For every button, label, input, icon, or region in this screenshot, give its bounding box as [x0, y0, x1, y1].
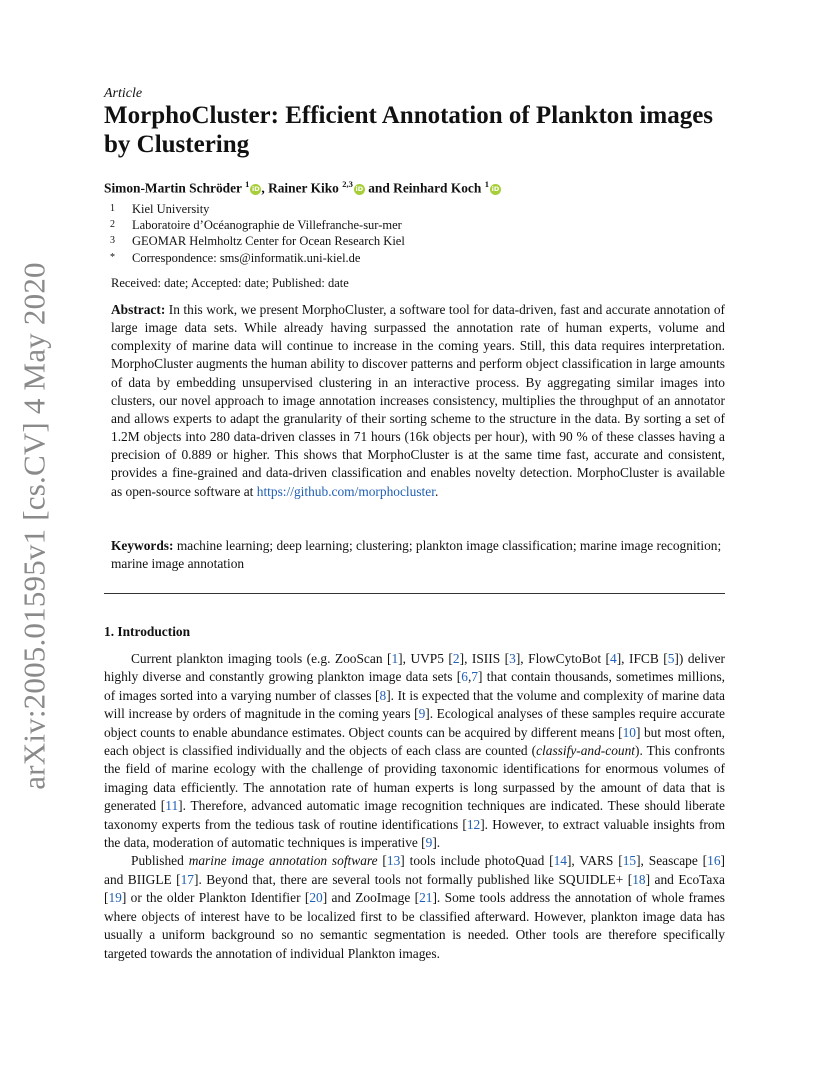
body-paragraph — [104, 852, 725, 962]
keywords-label: Keywords: — [111, 538, 174, 553]
citation-link[interactable]: 16 — [707, 853, 721, 869]
citation-link[interactable]: 15 — [622, 853, 637, 869]
body-text: ]. Some tools address the annotation of whole frames where objects of interest have to be localized first to be classified afterward. However, plankton image data has usually a uniform background so no semantic segmentation is needed. Other tools are therefore specifically targeted towards the annotation of individual Plankton images. — [104, 890, 725, 961]
body-text: ]. Ecological analyses of these samples require accurate object counts to enable abundance estimates. Object counts can be acquired by different means [ — [104, 706, 725, 740]
author-separator: and — [364, 180, 394, 196]
keywords-text: machine learning; deep learning; clustering; plankton image classification; marine image recognition; marine image annotation — [111, 538, 722, 572]
body-text: ] tools include photoQuad [ — [400, 853, 554, 869]
emphasized-term: classify-and-count — [536, 743, 636, 759]
affiliation-item — [110, 217, 405, 233]
body-text: Published — [131, 853, 189, 869]
affiliation-text: Kiel University — [132, 202, 210, 216]
author-affiliation-marker: 2,3 — [342, 179, 353, 189]
affiliation-text: Laboratoire d’Océanographie de Villefranche-sur-mer — [132, 218, 402, 233]
citation-link[interactable]: 9 — [425, 835, 433, 851]
citation-link[interactable]: 10 — [622, 724, 636, 740]
body-text: ] or the older Plankton Identifier [ — [121, 890, 310, 906]
orcid-icon[interactable]: iD — [491, 185, 500, 194]
citation-link[interactable]: 14 — [553, 853, 567, 869]
body-text: Current plankton imaging tools (e.g. ZooScan [ — [131, 651, 392, 666]
affiliation-item — [110, 233, 405, 249]
affiliation-text: GEOMAR Helmholtz Center for Ocean Research Kiel — [132, 234, 405, 249]
body-paragraph — [104, 650, 725, 852]
abstract-text: In this work, we present MorphoCluster, a software tool for data-driven, fast and accurate annotation of large image data sets. While already having surpassed the annotation rate of human experts, volume and complexity of marine data will continue to increase in the coming years. Still, this data requires interpretation. MorphoCluster augments the human ability to discover patterns and perform object classification in large amounts of data by embedding unsupervised clustering in an interactive process. By aggregating similar images into clusters, our novel approach to image annotation increases consistency, multiplies the throughput of an annotator and allows experts to adapt the granularity of their sorting scheme to the structure in the data. By sorting a set of 1.2M objects into 280 data-driven classes in 71 hours (16k objects per hour), with 90 % of these classes having a precision of 0.889 or higher. This shows that MorphoCluster is at the same time fast, accurate and consistent, provides a fine-grained and data-driven classification and enables novelty detection. MorphoCluster is available as open-source software at — [111, 302, 725, 499]
body-text: ], VARS [ — [566, 853, 623, 869]
affiliation-list — [110, 201, 405, 266]
arxiv-identifier-stamp — [8, 262, 62, 790]
affiliation-marker: 3 — [110, 235, 115, 247]
correspondence-item — [110, 250, 405, 266]
citation-link[interactable]: 1 — [391, 651, 399, 666]
body-text: ], Seascape [ — [636, 853, 708, 869]
body-text: ] that contain thousands, sometimes millions, of images sorted into a varying number of classes [ — [104, 669, 726, 703]
author-list — [104, 179, 501, 196]
author-affiliation-marker: 1 — [484, 179, 489, 189]
body-text: ]. However, to extract valuable insights from the data, moderation of automatic techniques is imperative [ — [104, 816, 725, 851]
body-text: [ — [377, 853, 387, 869]
citation-link[interactable]: 4 — [610, 651, 617, 666]
author-name: Reinhard Koch — [393, 180, 482, 196]
body-text: ] and BIIGLE [ — [104, 853, 725, 887]
author-separator: , — [261, 180, 269, 196]
orcid-icon[interactable]: iD — [355, 185, 364, 194]
citation-link[interactable]: 13 — [386, 853, 401, 869]
citation-link[interactable]: 5 — [667, 651, 675, 666]
body-text: ] and EcoTaxa [ — [104, 871, 725, 906]
body-text: , — [467, 669, 472, 685]
body-text: ]. Beyond that, there are several tools not formally published like SQUIDLE+ [ — [194, 871, 633, 887]
paper-title: MorphoCluster: Efficient Annotation of Plankton images by Clustering — [104, 102, 714, 158]
publication-dates: Received: date; Accepted: date; Published: date — [111, 276, 349, 290]
body-text: ] but most often, each object is classified individually and the objects of each class are counted ( — [104, 724, 725, 759]
citation-link[interactable]: 19 — [108, 890, 122, 906]
section-body — [104, 650, 725, 963]
body-text: ], FlowCytoBot [ — [515, 651, 610, 666]
citation-link[interactable]: 17 — [180, 871, 194, 887]
abstract-end: . — [434, 483, 439, 499]
affiliation-item — [110, 201, 405, 217]
affiliation-marker: 1 — [110, 203, 115, 214]
correspondence-text: Correspondence: sms@informatik.uni-kiel.de — [132, 250, 361, 265]
orcid-icon[interactable]: iD — [252, 185, 260, 194]
citation-link[interactable]: 8 — [379, 687, 387, 703]
section-heading: 1. Introduction — [104, 624, 191, 639]
emphasized-term: marine image annotation software — [188, 853, 378, 869]
citation-link[interactable]: 20 — [309, 890, 323, 906]
body-text: ). This confronts the field of marine ecology with the challenge of providing taxonomic identifications for enormous volumes of imaging data efficiently. The annotation rate of human experts is long surpassed by the amount of data that is generated [ — [104, 743, 725, 814]
correspondence-marker: * — [110, 251, 115, 263]
citation-link[interactable]: 7 — [471, 669, 478, 685]
citation-link[interactable]: 12 — [466, 816, 481, 832]
body-text: ]) deliver highly diverse and constantly growing plankton image data sets [ — [104, 651, 726, 685]
body-text: ] and ZooImage [ — [322, 890, 420, 906]
citation-link[interactable]: 3 — [509, 651, 516, 666]
citation-link[interactable]: 21 — [419, 890, 433, 906]
github-link[interactable]: https://github.com/morphocluster — [256, 483, 435, 499]
article-type-label: Article — [104, 86, 143, 101]
affiliation-marker: 2 — [110, 219, 115, 231]
body-text: ]. — [432, 835, 441, 851]
body-text: ], ISIIS [ — [459, 651, 510, 666]
citation-link[interactable]: 18 — [632, 871, 646, 887]
author-name: Rainer Kiko — [268, 180, 339, 196]
abstract — [111, 301, 725, 501]
body-text: ]. Therefore, advanced automatic image recognition techniques are indicated. These should liberate taxonomy experts from the tedious task of routine identifications [ — [104, 798, 725, 832]
body-text: ], UVP5 [ — [398, 651, 453, 666]
citation-link[interactable]: 2 — [452, 651, 460, 666]
keywords — [111, 537, 725, 573]
citation-link[interactable]: 9 — [418, 706, 426, 722]
citation-link[interactable]: 11 — [165, 798, 179, 814]
author-affiliation-marker: 1 — [245, 179, 250, 189]
author-name: Simon-Martin Schröder — [104, 180, 242, 196]
citation-link[interactable]: 6 — [461, 669, 468, 685]
arxiv-identifier-text: arXiv:2005.01595v1 [cs.CV] 4 May 2020 — [17, 262, 53, 790]
body-text: ]. It is expected that the volume and complexity of marine data will increase by orders of magnitude in the coming years [ — [104, 687, 725, 722]
body-text: ], IFCB [ — [616, 651, 668, 666]
abstract-label: Abstract: — [111, 302, 166, 317]
section-divider — [104, 593, 725, 594]
